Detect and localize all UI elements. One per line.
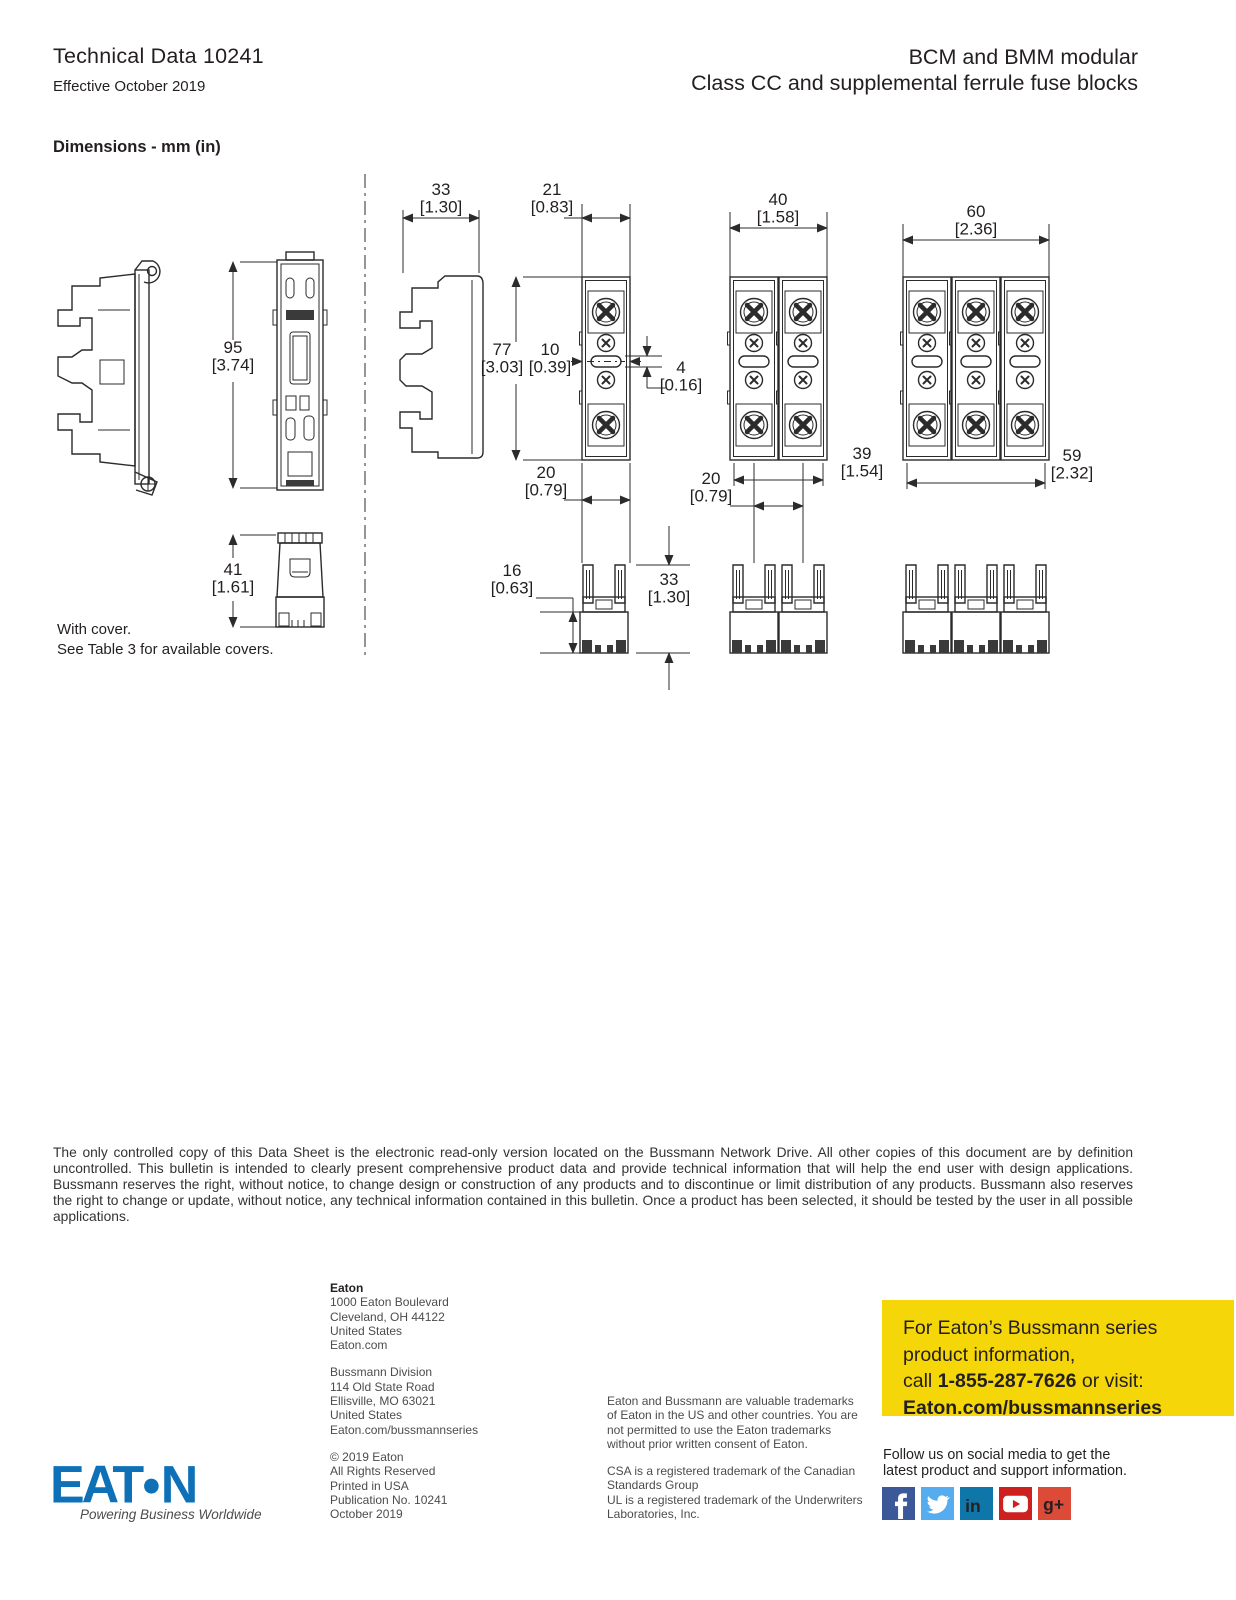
csa-trademark-note: CSA is a registered trademark of the Canadian Standards Group: [607, 1464, 856, 1493]
document-title: Technical Data 10241: [53, 44, 264, 68]
dim-33-bottom: [636, 526, 690, 690]
dim-16: [491, 561, 588, 653]
google-plus-icon[interactable]: [1038, 1487, 1071, 1520]
company-address-line: 1000 Eaton Boulevard: [330, 1295, 449, 1310]
social-icons-row: [882, 1487, 1071, 1520]
company-address-line: United States: [330, 1323, 403, 1338]
dim-39-in: [1.54]: [840, 461, 884, 481]
company-website-link[interactable]: Eaton.com: [330, 1338, 388, 1353]
bussmann-info-box: [882, 1300, 1234, 1419]
copyright-line: Printed in USA: [330, 1478, 409, 1493]
svg-text:in: in: [965, 1495, 981, 1516]
division-block: [330, 1365, 500, 1436]
bottom-view-2p: [730, 565, 827, 653]
product-title: [691, 44, 1138, 96]
dim-95-mm: 95: [223, 338, 243, 357]
dim-20b-mm: 20: [701, 469, 721, 488]
dim-4-in: [0.16]: [659, 375, 703, 395]
dim-20a-mm: 20: [536, 463, 556, 482]
dim-4-mm: 4: [676, 358, 686, 377]
copyright-line: Publication No. 10241: [330, 1492, 448, 1507]
front-view-narrow: [273, 252, 327, 490]
company-name: Eaton: [330, 1281, 364, 1295]
dim-39-mm: 39: [852, 444, 872, 463]
eaton-logo-text: N: [160, 1455, 196, 1515]
info-box-line2: product information,: [903, 1343, 1076, 1366]
eaton-tagline: Powering Business Worldwide: [80, 1507, 262, 1522]
company-block: [330, 1281, 500, 1352]
dim-77-mm: 77: [492, 340, 512, 359]
dim-59-mm: 59: [1062, 446, 1082, 465]
ul-trademark-note: UL is a registered trademark of the Underwriters Laboratories, Inc.: [607, 1492, 863, 1522]
bottom-view-3p: [903, 565, 1049, 653]
dim-4: [625, 336, 702, 395]
cover-note-line2: See Table 3 for available covers.: [57, 641, 274, 658]
info-box-url-link[interactable]: Eaton.com/bussmannseries: [903, 1396, 1163, 1419]
dim-41-in: [1.61]: [211, 577, 255, 597]
dim-10-mm: 10: [540, 340, 560, 359]
social-heading-line1: Follow us on social media to get the: [883, 1447, 1111, 1463]
dim-95: [212, 262, 277, 488]
dim-21: [531, 180, 630, 277]
dim-40: [730, 190, 827, 277]
dim-20b-in: [0.79]: [689, 486, 733, 506]
copyright-block: [330, 1450, 500, 1521]
info-box-line1: For Eaton’s Bussmann series: [903, 1317, 1158, 1339]
effective-date: Effective October 2019: [53, 78, 206, 95]
product-title-line2: Class CC and supplemental ferrule fuse blocks: [691, 71, 1138, 95]
dim-41: [212, 535, 276, 627]
copyright-line: October 2019: [330, 1507, 403, 1522]
division-website-link[interactable]: Eaton.com/bussmannseries: [330, 1422, 479, 1437]
cover-note-line1: With cover.: [57, 621, 132, 638]
dim-16-mm: 16: [502, 561, 522, 580]
dim-60-in: [2.36]: [954, 219, 998, 239]
division-line: 114 Old State Road: [330, 1379, 435, 1394]
dim-33-top-in: [1.30]: [419, 197, 463, 217]
side-view-with-bracket: [58, 261, 160, 495]
dim-39: [734, 444, 883, 486]
dim-40-in: [1.58]: [756, 207, 800, 227]
dim-59-in: [2.32]: [1050, 463, 1094, 483]
dim-33-bottom-mm: 33: [659, 570, 679, 589]
division-line: Bussmann Division: [330, 1365, 433, 1380]
dim-33-top: [403, 180, 479, 273]
bottom-view-1p: [580, 565, 628, 653]
svg-text:g+: g+: [1043, 1494, 1065, 1515]
dim-10: [529, 340, 641, 377]
linkedin-icon[interactable]: [960, 1487, 993, 1520]
dim-20-1p: [525, 463, 630, 563]
phone-number: 1-855-287-7626: [937, 1370, 1077, 1392]
section-heading: Dimensions - mm (in): [53, 138, 221, 156]
dim-60-mm: 60: [966, 202, 986, 221]
division-line: Ellisville, MO 63021: [330, 1394, 436, 1409]
dim-20-2p: [690, 463, 803, 563]
copyright-line: All Rights Reserved: [330, 1464, 436, 1479]
front-view-1p: [580, 277, 631, 460]
footer-address-column: [330, 1281, 500, 1521]
company-address-line: Cleveland, OH 44122: [330, 1309, 445, 1324]
dim-41-mm: 41: [223, 560, 243, 579]
copyright-line: © 2019 Eaton: [330, 1449, 404, 1464]
dim-95-in: [3.74]: [211, 355, 255, 375]
front-view-2p: [728, 277, 828, 460]
eaton-logo-text: EAT: [50, 1455, 142, 1515]
dim-60: [903, 202, 1049, 277]
trademark-paragraph: Eaton and Bussmann are valuable trademarks of Eaton in the US and other countries. You are not permitted to use the Eaton trademarks without prior written consent of Eaton.: [607, 1394, 858, 1451]
product-title-line1: BCM and BMM modular: [908, 45, 1138, 69]
dim-33-top-mm: 33: [431, 180, 451, 199]
disclaimer-paragraph: The only controlled copy of this Data Sheet is the electronic read-only version located on the Bussmann Network Drive. All other copies of this document are by definition uncontrolled. This bulletin is intended to clearly present comprehensive product data and provide technical information that will help the end user with design applications. Bussmann reserves the right, without notice, to change design or construction of any products and to discontinue or limit distribution of any products. Bussmann also reserves the right to change or update, without notice, any technical information contained in this bulletin. Once a product has been selected, it should be tested by the user in all possible applications.: [53, 1145, 1133, 1224]
division-line: United States: [330, 1408, 403, 1423]
dim-16-in: [0.63]: [490, 578, 534, 598]
info-box-call-line: [903, 1368, 1234, 1395]
social-heading: [883, 1447, 1127, 1479]
dim-33-bottom-in: [1.30]: [647, 587, 691, 607]
dim-21-in: [0.83]: [530, 197, 574, 217]
side-profile-1p: [400, 276, 483, 458]
facebook-icon[interactable]: [882, 1487, 915, 1520]
dimension-drawing: [40, 160, 1196, 690]
footer-trademark-column: [607, 1394, 863, 1521]
dim-21-mm: 21: [542, 180, 562, 199]
eaton-logo-dot: ●: [141, 1465, 161, 1505]
dim-20a-in: [0.79]: [524, 480, 568, 500]
youtube-icon[interactable]: [999, 1487, 1032, 1520]
social-heading-line2: latest product and support information.: [883, 1463, 1127, 1479]
twitter-icon[interactable]: [921, 1487, 954, 1520]
dim-77-in: [3.03]: [480, 357, 524, 377]
call-prefix: call: [903, 1370, 938, 1392]
call-suffix: or visit:: [1076, 1370, 1144, 1392]
dim-40-mm: 40: [768, 190, 788, 209]
front-view-3p: [901, 277, 1050, 460]
dim-10-in: [0.39]: [528, 357, 572, 377]
cover-view: [276, 533, 324, 627]
